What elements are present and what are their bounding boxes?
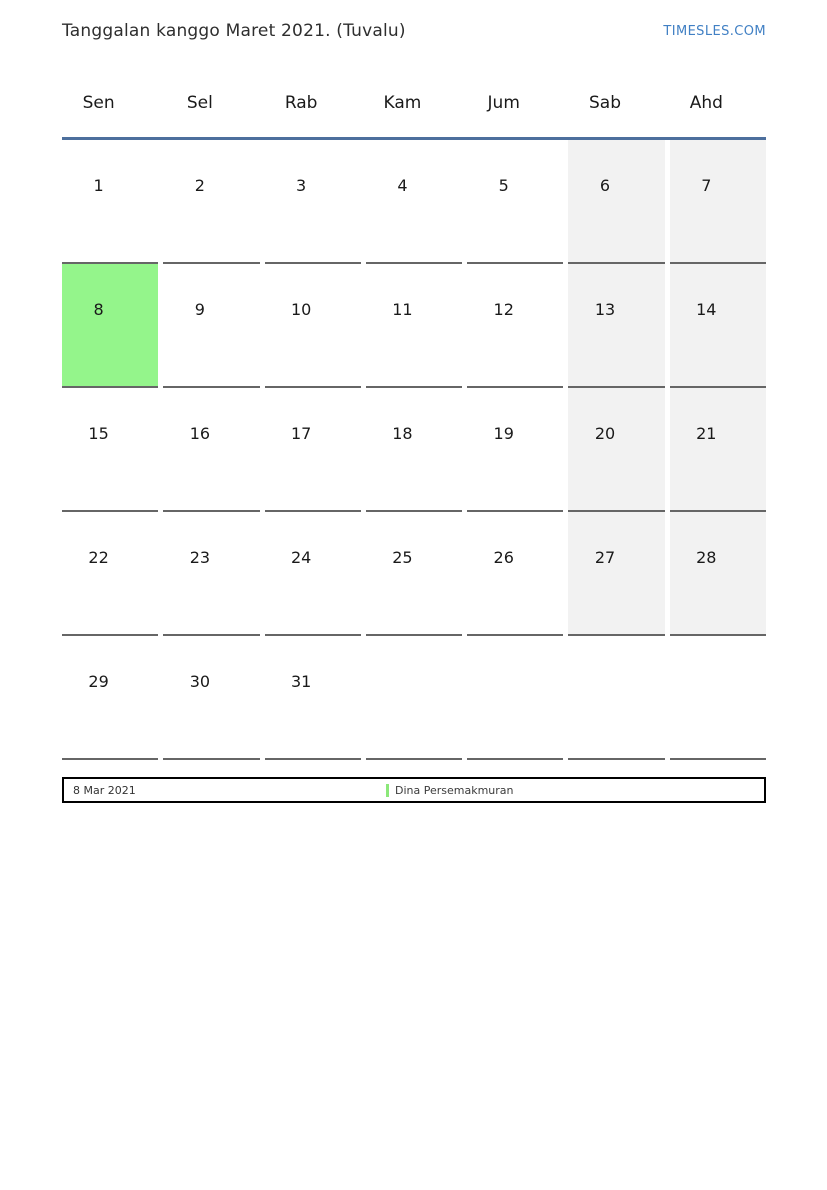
calendar-day-9 (163, 264, 259, 388)
weekday-label: Rab (284, 92, 318, 113)
calendar-day-31 (265, 636, 361, 760)
day-number: 11 (392, 300, 413, 319)
day-number: 28 (696, 548, 717, 567)
weekday-label: Jum (487, 92, 520, 113)
weekday-label: Sab (589, 92, 621, 113)
day-number: 22 (88, 548, 109, 567)
day-number: 16 (189, 424, 211, 443)
calendar-day-12 (467, 264, 563, 388)
day-number: 19 (493, 424, 514, 443)
calendar-day-11 (366, 264, 462, 388)
calendar-day-28 (670, 512, 766, 636)
day-number: 13 (594, 300, 616, 319)
calendar-day-5 (467, 140, 563, 264)
calendar-day-10 (265, 264, 361, 388)
footer-event (386, 779, 514, 801)
calendar-day-13 (568, 264, 664, 388)
calendar-day-25 (366, 512, 462, 636)
event-label: Dina Persemakmuran (395, 783, 514, 797)
day-number: 7 (701, 176, 712, 195)
weekday-header-rab (265, 68, 361, 137)
weekday-header-row (62, 68, 766, 140)
day-number: 2 (194, 176, 205, 195)
event-marker-icon (386, 784, 389, 797)
calendar-day-19 (467, 388, 563, 512)
weekday-label: Sel (186, 92, 213, 113)
day-number: 20 (594, 424, 616, 443)
calendar-day-empty (366, 636, 462, 760)
calendar-day-8 (62, 264, 158, 388)
topbar (62, 21, 766, 41)
day-number: 21 (696, 424, 717, 443)
weekday-header-jum (467, 68, 563, 137)
calendar-grid (62, 140, 766, 760)
calendar-day-empty (568, 636, 664, 760)
calendar-day-2 (163, 140, 259, 264)
weekday-label: Kam (383, 92, 422, 113)
calendar-day-4 (366, 140, 462, 264)
footer-date: 8 Mar 2021 (73, 783, 136, 797)
calendar-day-7 (670, 140, 766, 264)
calendar-day-17 (265, 388, 361, 512)
footer-legend (62, 777, 766, 803)
calendar-day-21 (670, 388, 766, 512)
calendar-day-27 (568, 512, 664, 636)
day-number: 9 (194, 300, 205, 319)
day-number: 8 (93, 300, 104, 319)
day-number: 15 (88, 424, 109, 443)
weekday-header-sen (62, 68, 158, 137)
page-title: Tanggalan kanggo Maret 2021. (Tuvalu) (62, 21, 406, 41)
day-number: 14 (696, 300, 717, 319)
day-number: 1 (93, 176, 104, 195)
day-number: 25 (392, 548, 413, 567)
brand-link[interactable]: TIMESLES.COM (663, 23, 766, 39)
calendar-day-6 (568, 140, 664, 264)
calendar-day-3 (265, 140, 361, 264)
calendar-day-24 (265, 512, 361, 636)
calendar-day-20 (568, 388, 664, 512)
calendar (62, 68, 766, 760)
day-number: 3 (296, 176, 307, 195)
calendar-day-empty (670, 636, 766, 760)
day-number: 26 (493, 548, 514, 567)
calendar-day-1 (62, 140, 158, 264)
day-number: 12 (493, 300, 514, 319)
calendar-day-29 (62, 636, 158, 760)
day-number: 10 (290, 300, 312, 319)
calendar-day-30 (163, 636, 259, 760)
day-number: 4 (397, 176, 408, 195)
weekday-label: Sen (82, 92, 115, 113)
calendar-day-16 (163, 388, 259, 512)
day-number: 30 (189, 672, 211, 691)
calendar-day-22 (62, 512, 158, 636)
day-number: 17 (290, 424, 312, 443)
calendar-day-26 (467, 512, 563, 636)
weekday-header-kam (366, 68, 462, 137)
weekday-header-sel (163, 68, 259, 137)
day-number: 31 (290, 672, 312, 691)
weekday-label: Ahd (689, 92, 723, 113)
day-number: 24 (290, 548, 312, 567)
weekday-header-sab (568, 68, 664, 137)
day-number: 6 (599, 176, 611, 195)
calendar-day-15 (62, 388, 158, 512)
calendar-day-empty (467, 636, 563, 760)
day-number: 27 (594, 548, 616, 567)
calendar-day-14 (670, 264, 766, 388)
day-number: 18 (392, 424, 413, 443)
day-number: 23 (189, 548, 211, 567)
day-number: 5 (498, 176, 509, 195)
calendar-day-18 (366, 388, 462, 512)
day-number: 29 (88, 672, 109, 691)
calendar-day-23 (163, 512, 259, 636)
weekday-header-ahd (670, 68, 766, 137)
